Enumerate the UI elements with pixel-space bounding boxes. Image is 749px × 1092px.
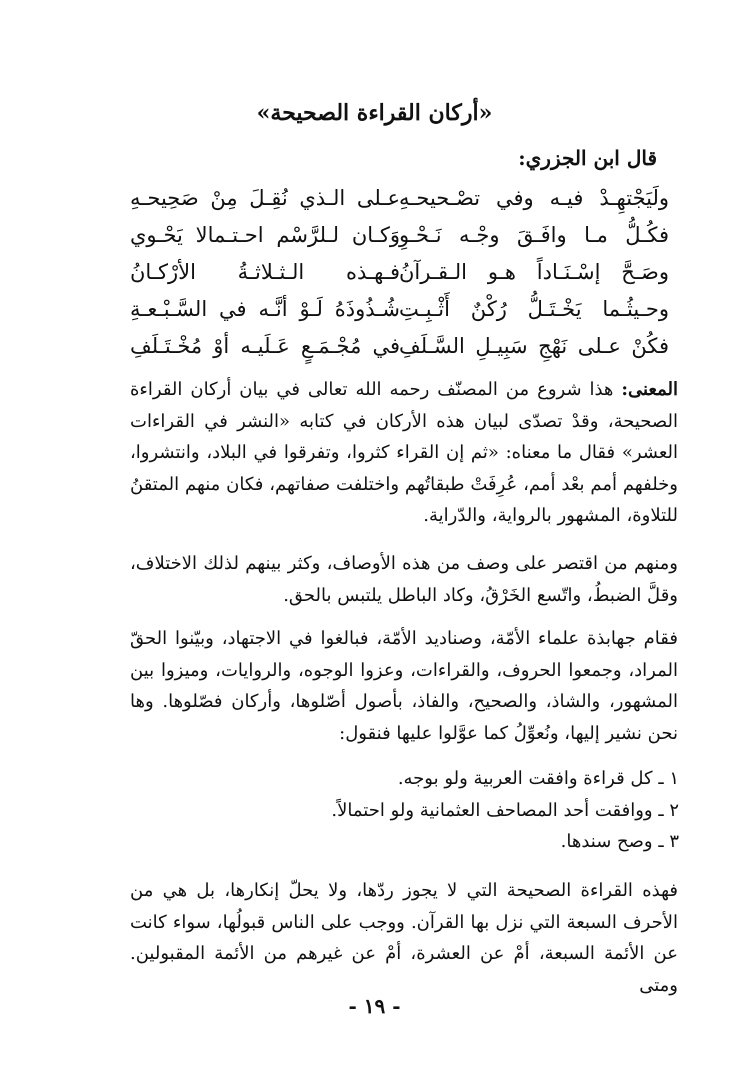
verse-first-hemistich: وصَـحَّ إسْـنَـاداً هـو الـقـرآنُ: [399, 260, 669, 284]
verse-first-hemistich: وحـيثُـما يَخْـتَـلُّ رُكْنٌ أَثْـبِـتِ: [399, 297, 669, 321]
poem-verse: [0, 180, 749, 217]
verse-second-hemistich: عـلى الـذي نُقِـلَ مِنْ صَحِيحـهِ: [130, 186, 400, 210]
verse-second-hemistich: فـهـذه الـثـلاثـةُ الأرْكـانُ: [130, 260, 400, 284]
verse-first-hemistich: ولَيَجْتهِـدْ فيـه وفي تصْـحيحـهِ: [399, 186, 669, 210]
page-number: - ١٩ -: [348, 994, 401, 1018]
list-item: ٣ ـ وصح سندها.: [560, 831, 679, 852]
poem: [0, 180, 749, 365]
meaning-paragraph: [130, 374, 678, 532]
verse-second-hemistich: وَكـان لـلرَّسْم احـتـمالا يَحْـوي: [130, 223, 400, 247]
author-attribution: قال ابن الجزري:: [518, 146, 657, 170]
meaning-label: المعنى:: [621, 379, 678, 400]
verse-second-hemistich: في مُجْـمَـعٍ عَـلَيـه أوْ مُخْـتَـلَفِ: [130, 334, 400, 358]
paragraph-4: فهذه القراءة الصحيحة التي لا يجوز ردّها، ولا يحلّ إنكارها، بل هي من الأحرف السبعة التي نزل بها القرآن. ووجب على الناس قبولُها، سواء كانت عن الأئمة السبعة، أمْ عن العشرة، أمْ عن غيرهم من الأئمة المقبولين. ومتى: [130, 880, 678, 996]
poem-verse: [0, 217, 749, 254]
list-item: ٢ ـ ووافقت أحد المصاحف العثمانية ولو احتمالاً.: [331, 799, 679, 821]
poem-verse: [0, 254, 749, 291]
pillars-list: [119, 763, 679, 858]
paragraph-2: ومنهم من اقتصر على وصف من هذه الأوصاف، وكثر بينهم لذلك الاختلاف، وقلَّ الضبطُ، واتّسع الخَرْقُ، وكاد الباطل يلتبس بالحق.: [130, 553, 678, 606]
verse-first-hemistich: فكُنْ عـلى نَهْجِ سَبِيـلِ السَّـلَفِ: [399, 334, 669, 358]
verse-second-hemistich: شُـذُوذَهُ لَـوْ أنَّـه في السَّـبْـعـةِ: [130, 297, 400, 321]
verse-first-hemistich: فكُـلُّ مـا وافَـقَ وجْـه نَـحْـوِ: [399, 223, 669, 247]
poem-verse: [0, 328, 749, 365]
meaning-text: هذا شروع من المصنّف رحمه الله تعالى في بيان أركان القراءة الصحيحة، وقدْ تصدّى لبيان هذه الأركان في كتابه «النشر في القراءات العشر» فقال ما معناه: «ثم إن القراء كثروا، وتفرقوا في البلاد، وانتشروا، وخلفهم أمم بعْد أمم، عُرِفَتْ طبقاتُهم واختلفت صفاتهم، فكان منهم المتقنُ للتلاوة، المشهور بالرواية، والدّراية.: [130, 379, 678, 526]
poem-verse: [0, 291, 749, 328]
paragraph-3: فقام جهابذة علماء الأمّة، وصناديد الأمّة، فبالغوا في الاجتهاد، وبيّنوا الحقّ المراد، وجمعوا الحروف، والقراءات، وعزوا الوجوه، والروايات، وميزوا بين المشهور، والشاذ، والصحيح، والفاذ، بأصول أصّلوها، وأركان فصّلوها. وها نحن نشير إليها، ونُعوِّلُ كما عوَّلوا عليها فنقول:: [130, 628, 678, 744]
list-item: ١ ـ كل قراءة وافقت العربية ولو بوجه.: [397, 768, 679, 789]
page-title: «أركان القراءة الصحيحة»: [256, 100, 493, 126]
